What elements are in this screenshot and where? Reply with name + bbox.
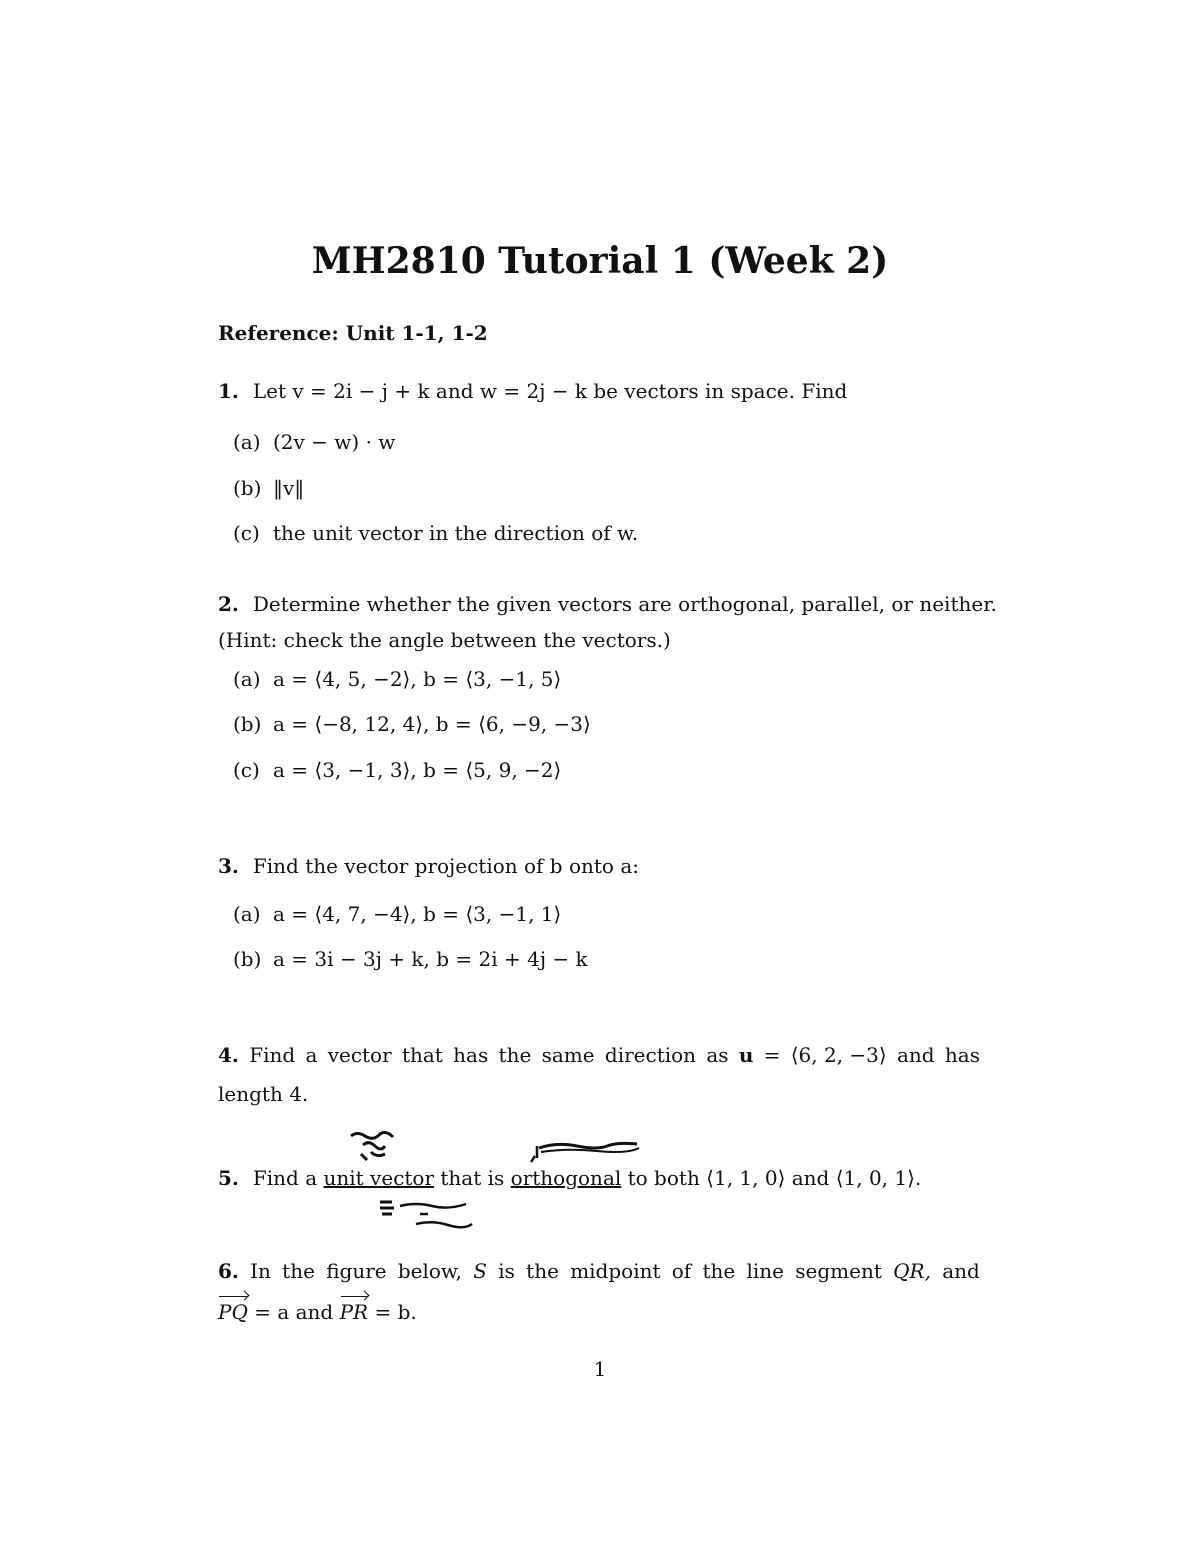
handwritten-annotation	[345, 1128, 405, 1166]
page-title: MH2810 Tutorial 1 (Week 2)	[311, 240, 889, 282]
part-text: the unit vector in the direction of w.	[273, 521, 639, 545]
word: vector	[327, 1043, 392, 1067]
word: and	[942, 1259, 980, 1283]
part-label: (b)	[233, 476, 262, 500]
q5-text-post: to both ⟨1, 1, 0⟩ and ⟨1, 0, 1⟩.	[621, 1166, 922, 1190]
part-label: (c)	[233, 758, 260, 782]
question-2	[218, 592, 997, 616]
page-number: 1	[593, 1357, 607, 1381]
part-text: a = ⟨4, 7, −4⟩, b = ⟨3, −1, 1⟩	[273, 902, 562, 926]
question-3-part-a	[233, 902, 561, 926]
question-4-line-2: length 4.	[218, 1082, 309, 1106]
word: Find	[249, 1043, 296, 1067]
question-number: 4.	[218, 1043, 239, 1067]
word: and	[897, 1043, 935, 1067]
question-number: 3.	[218, 854, 239, 878]
word: of	[671, 1259, 692, 1283]
part-label: (a)	[233, 667, 261, 691]
word: is	[498, 1259, 515, 1283]
underlined-text: unit vector	[323, 1166, 435, 1190]
word: u	[738, 1043, 754, 1067]
question-1-part-a	[233, 430, 395, 454]
question-1-part-b	[233, 476, 304, 500]
handwritten-annotation	[376, 1196, 476, 1232]
question-3-part-b	[233, 947, 588, 971]
question-number: 6.	[218, 1259, 239, 1283]
word: segment	[795, 1259, 882, 1283]
question-2-part-c	[233, 758, 561, 782]
word: direction	[604, 1043, 697, 1067]
question-2-part-a	[233, 667, 561, 691]
q6-text: = a and	[247, 1300, 340, 1324]
part-text: ‖v‖	[273, 476, 305, 500]
underlined-text: orthogonal	[510, 1166, 622, 1190]
word: the	[282, 1259, 315, 1283]
question-1-stem: Let v = 2i − j + k and w = 2j − k be vectors in space. Find	[252, 379, 848, 403]
handwritten-annotation	[527, 1138, 643, 1168]
reference-line: Reference: Unit 1-1, 1-2	[218, 321, 488, 345]
word: same	[541, 1043, 595, 1067]
question-2-stem: Determine whether the given vectors are orthogonal, parallel, or neither.	[252, 592, 997, 616]
word: the	[702, 1259, 736, 1283]
question-6-line-1	[218, 1259, 980, 1283]
word: as	[706, 1043, 729, 1067]
word: has	[944, 1043, 980, 1067]
part-label: (a)	[233, 902, 261, 926]
word: a	[305, 1043, 318, 1067]
part-text: a = ⟨3, −1, 3⟩, b = ⟨5, 9, −2⟩	[273, 758, 562, 782]
word: figure	[326, 1259, 387, 1283]
part-text: a = 3i − 3j + k, b = 2i + 4j − k	[273, 947, 588, 971]
question-3	[218, 854, 639, 878]
part-text: a = ⟨4, 5, −2⟩, b = ⟨3, −1, 5⟩	[273, 667, 562, 691]
part-label: (a)	[233, 430, 261, 454]
q6-text: = b.	[368, 1300, 417, 1324]
question-6-line-2	[218, 1300, 417, 1324]
question-number: 1.	[218, 379, 239, 403]
word: that	[401, 1043, 443, 1067]
question-2-hint: (Hint: check the angle between the vectors.)	[218, 628, 671, 652]
part-text: (2v − w) · w	[273, 430, 396, 454]
q5-text-mid: that is	[434, 1166, 511, 1190]
question-number: 2.	[218, 592, 239, 616]
part-label: (b)	[233, 712, 262, 736]
question-4-line-1	[218, 1043, 980, 1067]
q5-text-pre: Find a	[252, 1166, 324, 1190]
word: has	[453, 1043, 489, 1067]
question-1-part-c	[233, 521, 638, 545]
word: below,	[397, 1259, 463, 1283]
word: midpoint	[570, 1259, 661, 1283]
word: =	[763, 1043, 781, 1067]
word: QR,	[893, 1259, 931, 1283]
vector-pq: PQ	[218, 1300, 248, 1324]
vector-pr: PR	[339, 1300, 369, 1324]
part-text: a = ⟨−8, 12, 4⟩, b = ⟨6, −9, −3⟩	[273, 712, 591, 736]
word: S	[473, 1259, 487, 1283]
question-5	[218, 1166, 921, 1190]
word: the	[498, 1043, 532, 1067]
question-3-stem: Find the vector projection of b onto a:	[252, 854, 639, 878]
word: In	[250, 1259, 271, 1283]
word: the	[526, 1259, 559, 1283]
question-1	[218, 379, 847, 403]
part-label: (b)	[233, 947, 262, 971]
question-2-part-b	[233, 712, 591, 736]
word: ⟨6, 2, −3⟩	[790, 1043, 887, 1067]
word: line	[746, 1259, 784, 1283]
question-number: 5.	[218, 1166, 239, 1190]
part-label: (c)	[233, 521, 260, 545]
